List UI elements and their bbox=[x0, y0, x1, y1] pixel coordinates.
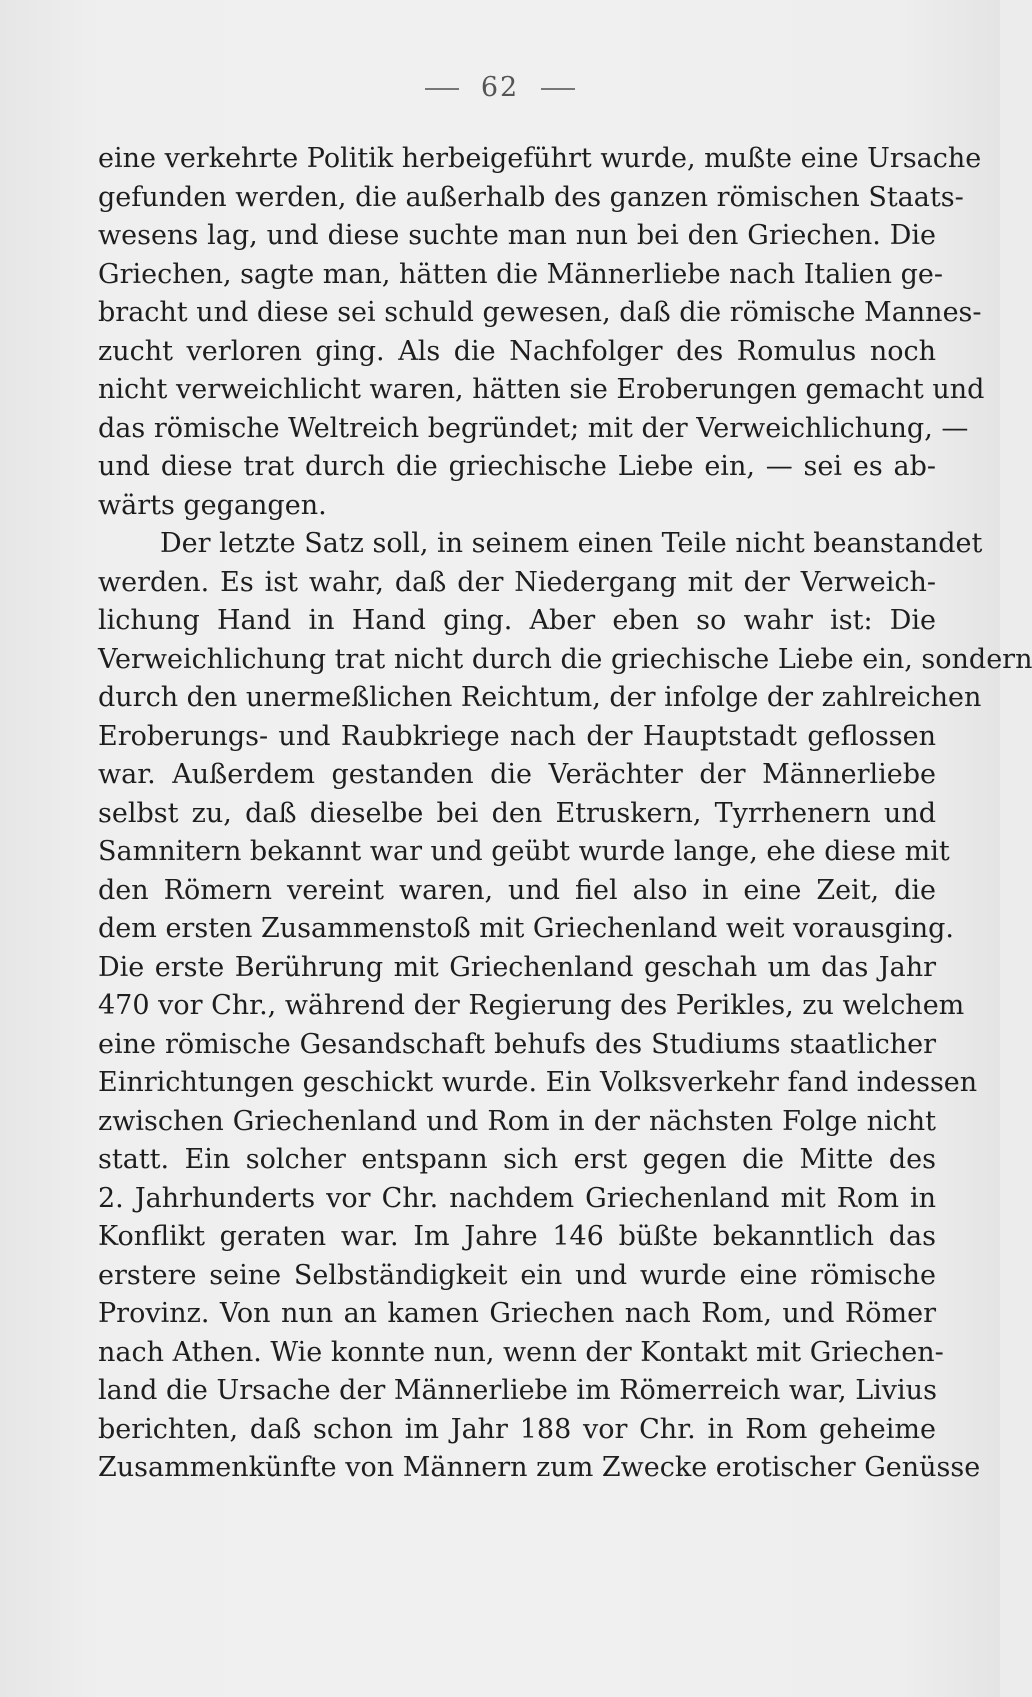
text-line: Samnitern bekannt war und geübt wurde lange, ehe diese mit bbox=[98, 836, 950, 867]
text-line: Einrichtungen geschickt wurde. Ein Volksverkehr fand indessen bbox=[98, 1067, 978, 1098]
text-line: durch den unermeßlichen Reichtum, der infolge der zahlreichen bbox=[98, 682, 982, 713]
text-line: erstere seine Selbständigkeit ein und wurde eine römische bbox=[98, 1259, 936, 1291]
text-line: werden. Es ist wahr, daß der Niedergang mit der Verweich- bbox=[98, 566, 936, 598]
text-line: Die erste Berührung mit Griechenland geschah um das Jahr bbox=[98, 951, 936, 983]
text-line: Konflikt geraten war. Im Jahre 146 büßte bekanntlich das bbox=[98, 1221, 936, 1252]
text-line: dem ersten Zusammenstoß mit Griechenland weit vorausging. bbox=[98, 913, 954, 944]
text-line: nach Athen. Wie konnte nun, wenn der Kontakt mit Griechen- bbox=[98, 1336, 944, 1368]
text-line: berichten, daß schon im Jahr 188 vor Chr. in Rom geheime bbox=[98, 1413, 936, 1445]
text-line: statt. Ein solcher entspann sich erst gegen die Mitte des bbox=[98, 1144, 936, 1175]
right-dash bbox=[541, 88, 575, 90]
text-line: und diese trat durch die griechische Liebe ein, — sei es ab- bbox=[98, 451, 936, 482]
text-line: lichung Hand in Hand ging. Aber eben so wahr ist: Die bbox=[98, 605, 936, 636]
text-line: wesens lag, und diese suchte man nun bei den Griechen. Die bbox=[98, 220, 936, 251]
text-line: wärts gegangen. bbox=[98, 489, 327, 521]
text-line: zwischen Griechenland und Rom in der nächsten Folge nicht bbox=[98, 1105, 936, 1137]
text-line: 470 vor Chr., während der Regierung des Perikles, zu welchem bbox=[98, 990, 965, 1021]
page-number-header bbox=[0, 72, 1000, 103]
text-line: den Römern vereint waren, und fiel also in eine Zeit, die bbox=[98, 874, 936, 906]
text-line: war. Außerdem gestanden die Verächter der Männerliebe bbox=[98, 759, 936, 790]
text-line: Griechen, sagte man, hätten die Männerliebe nach Italien ge- bbox=[98, 258, 943, 290]
text-line: nicht verweichlicht waren, hätten sie Eroberungen gemacht und bbox=[98, 374, 985, 405]
text-line: Verweichlichung trat nicht durch die griechische Liebe ein, sondern bbox=[98, 643, 1032, 675]
paragraph-1 bbox=[98, 140, 985, 525]
text-line: Eroberungs- und Raubkriege nach der Hauptstadt geflossen bbox=[98, 720, 936, 752]
text-line: Zusammenkünfte von Männern zum Zwecke erotischer Genüsse bbox=[98, 1452, 981, 1483]
text-line: land die Ursache der Männerliebe im Römerreich war, Livius bbox=[98, 1375, 937, 1406]
text-line: Provinz. Von nun an kamen Griechen nach Rom, und Römer bbox=[98, 1298, 936, 1329]
text-line: zucht verloren ging. Als die Nachfolger des Romulus noch bbox=[98, 335, 936, 367]
body-text bbox=[98, 140, 1032, 1488]
text-line: Der letzte Satz soll, in seinem einen Teile nicht beanstandet bbox=[160, 528, 983, 559]
text-line: eine verkehrte Politik herbeigeführt wurde, mußte eine Ursache bbox=[98, 143, 982, 174]
text-line: selbst zu, daß dieselbe bei den Etruskern, Tyrrhenern und bbox=[98, 797, 936, 829]
text-line: gefunden werden, die außerhalb des ganzen römischen Staats- bbox=[98, 181, 964, 213]
paragraph-2 bbox=[98, 525, 1032, 1488]
page-number: 62 bbox=[480, 72, 520, 103]
text-line: 2. Jahrhunderts vor Chr. nachdem Griechenland mit Rom in bbox=[98, 1182, 936, 1214]
text-line: eine römische Gesandschaft behufs des Studiums staatlicher bbox=[98, 1028, 936, 1060]
left-dash bbox=[425, 88, 459, 90]
text-line: das römische Weltreich begründet; mit der Verweichlichung, — bbox=[98, 412, 969, 444]
text-line: bracht und diese sei schuld gewesen, daß die römische Mannes- bbox=[98, 297, 982, 328]
